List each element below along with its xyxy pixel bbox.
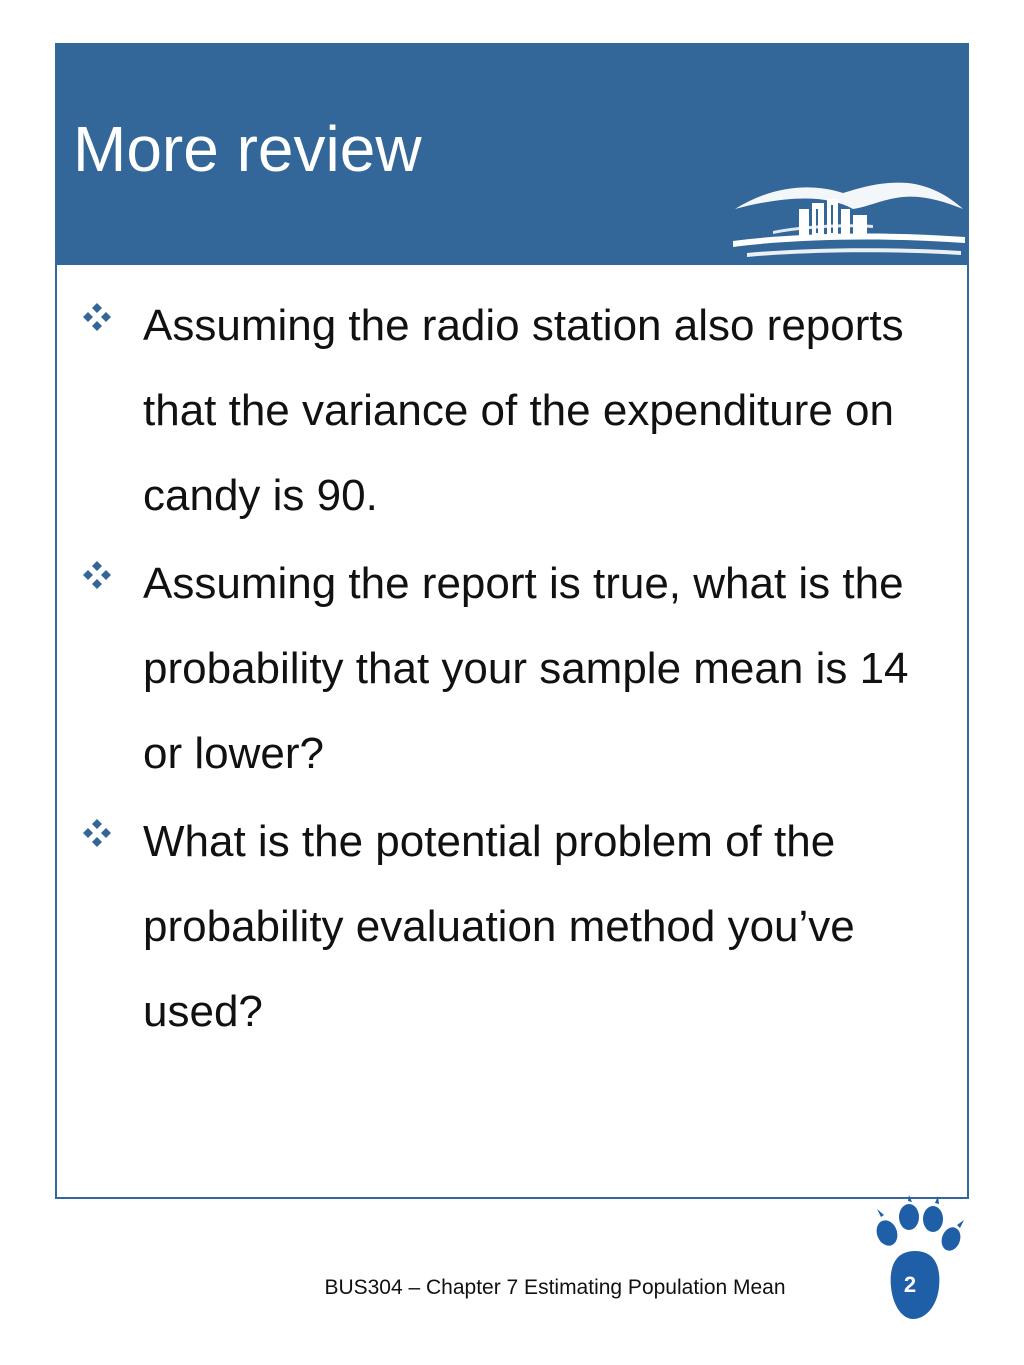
campus-skyline-logo	[733, 179, 965, 259]
page-number: 2	[903, 1272, 917, 1297]
title-bar	[57, 45, 967, 265]
slide-frame	[55, 43, 969, 1199]
paw-print-icon	[865, 1195, 965, 1325]
bullet-list	[57, 283, 967, 1057]
bullet-item	[57, 541, 967, 796]
bullet-item	[57, 283, 967, 538]
four-diamond-icon	[79, 299, 115, 335]
slide-title: More review	[73, 113, 422, 185]
bullet-text: What is the potential problem of the probability evaluation method you’ve used?	[143, 817, 855, 1036]
four-diamond-icon	[79, 557, 115, 593]
bullet-text: Assuming the report is true, what is the probability that your sample mean is 14 or lower?	[143, 559, 909, 778]
bullet-text: Assuming the radio station also reports that the variance of the expenditure on candy is 90.	[143, 301, 904, 520]
bullet-item	[57, 799, 967, 1054]
four-diamond-icon	[79, 815, 115, 851]
footer-course-text: BUS304 – Chapter 7 Estimating Population Mean	[324, 1276, 786, 1299]
